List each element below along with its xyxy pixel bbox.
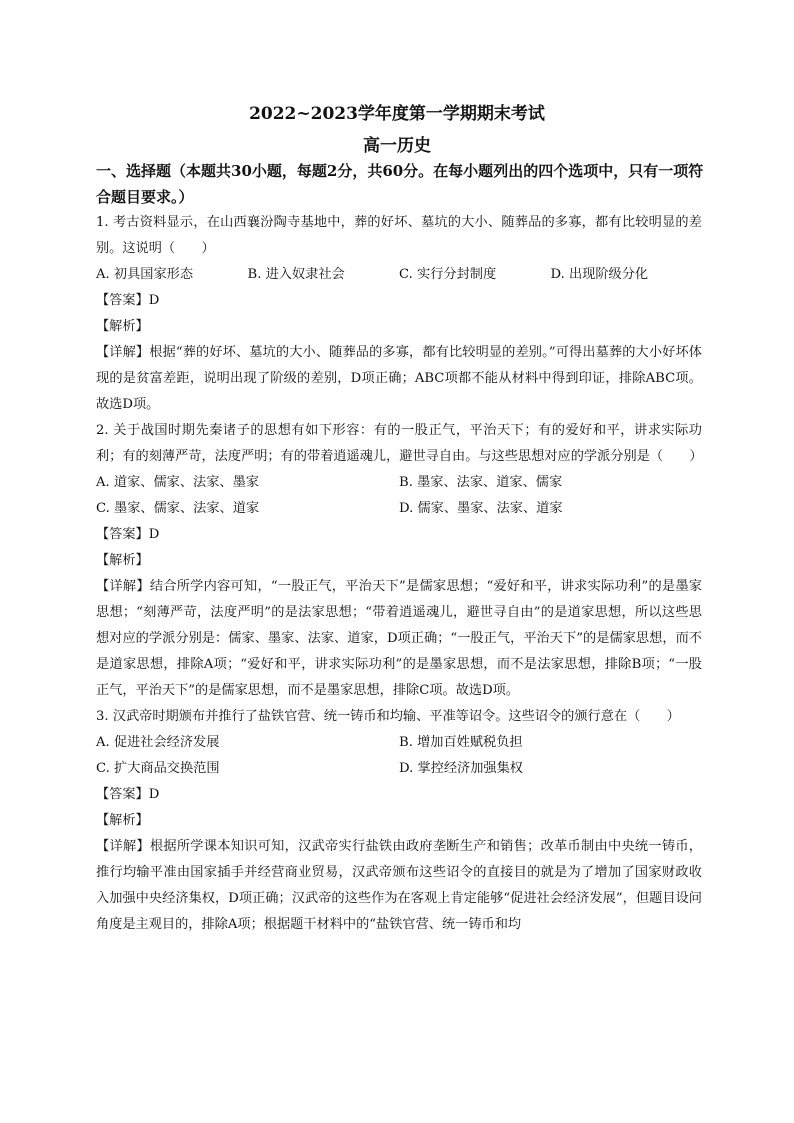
- q3-analysis-label: 【解析】: [96, 813, 149, 828]
- q3-stem: 3. 汉武帝时期颁布并推行了盐铁官营、统一铸币和均输、平准等诏令。这些诏令的颁行意在（ ）: [96, 709, 680, 724]
- q1-options: [96, 262, 702, 288]
- q3-detail: 【详解】根据所学课本知识可知，汉武帝实行盐铁由政府垄断生产和销售；改革币制由中央统一铸币，推行均输平准由国家插手并经营商业贸易，汉武帝颁布这些诏令的直接目的就是为了增加了国家财政收入加强中央经济集权，D项正确；汉武帝的这些作为在客观上肯定能够“促进社会经济发展”，但题目设问角度是主观目的，排除A项；根据题干材料中的“盐铁官营、统一铸币和均: [96, 839, 702, 932]
- q3-option-b: B. 增加百姓赋税负担: [399, 735, 523, 750]
- q1-detail: 【详解】根据“葬的好坏、墓坑的大小、随葬品的多寡，都有比较明显的差别。”可得出墓葬的大小好坏体现的是贫富差距，说明出现了阶级的差别，D项正确；ABC项都不能从材料中得到印证，排除ABC项。故选D项。: [96, 345, 702, 412]
- q2-detail: 【详解】结合所学内容可知，“一股正气，平治天下”是儒家思想；“爱好和平，讲求实际功利”的是墨家思想；“刻薄严苛，法度严明”的是法家思想；“带着逍遥魂儿，避世寻自由”的是道家思想，所以这些思想对应的学派分别是：儒家、墨家、法家、道家，D项正确；“一股正气，平治天下”的是儒家思想，而不是道家思想，排除A项；“爱好和平，讲求实际功利”的是墨家思想，而不是法家思想，排除B项；“一股正气，平治天下”的是儒家思想，而不是墨家思想，排除C项。故选D项。: [96, 579, 702, 698]
- q2-option-c: C. 墨家、儒家、法家、道家: [96, 501, 260, 516]
- q3-options-row2: [96, 756, 702, 782]
- questions: [96, 210, 702, 938]
- q2-analysis-label: 【解析】: [96, 553, 149, 568]
- exam-title: 2022~2023学年度第一学期期末考试: [249, 104, 545, 124]
- q1-answer: 【答案】D: [96, 293, 160, 308]
- q1-option-d: D. 出现阶级分化: [550, 267, 649, 282]
- q1-analysis-label: 【解析】: [96, 319, 149, 334]
- exam-subject: 高一历史: [363, 136, 431, 156]
- q3-options-row1: [96, 730, 702, 756]
- q3-option-a: A. 促进社会经济发展: [96, 735, 220, 750]
- q2-options-row1: [96, 470, 702, 496]
- q2-option-d: D. 儒家、墨家、法家、道家: [399, 501, 563, 516]
- q3-option-c: C. 扩大商品交换范围: [96, 761, 220, 776]
- q2-option-b: B. 墨家、法家、道家、儒家: [399, 475, 563, 490]
- q2-option-a: A. 道家、儒家、法家、墨家: [96, 475, 259, 490]
- section-heading: 一、选择题（本题共30小题，每题2分，共60分。在每小题列出的四个选项中，只有一项符合题目要求。）: [96, 162, 704, 206]
- q1-option-a: A. 初具国家形态: [96, 267, 194, 282]
- q3-answer: 【答案】D: [96, 787, 160, 802]
- q2-stem: 2. 关于战国时期先秦诸子的思想有如下形容：有的一股正气，平治天下；有的爱好和平，讲求实际功利；有的刻薄严苛，法度严明；有的带着逍遥魂儿，避世寻自由。与这些思想对应的学派分别是（ ）: [96, 423, 703, 464]
- q1-option-b: B. 进入奴隶社会: [247, 267, 345, 282]
- q3-option-d: D. 掌控经济加强集权: [399, 761, 523, 776]
- q1-stem: 1. 考古资料显示，在山西襄汾陶寺基地中，葬的好坏、墓坑的大小、随葬品的多寡，都有比较明显的差别。这说明（ ）: [96, 215, 702, 256]
- q1-option-c: C. 实行分封制度: [399, 267, 497, 282]
- q2-answer: 【答案】D: [96, 527, 160, 542]
- q2-options-row2: [96, 496, 702, 522]
